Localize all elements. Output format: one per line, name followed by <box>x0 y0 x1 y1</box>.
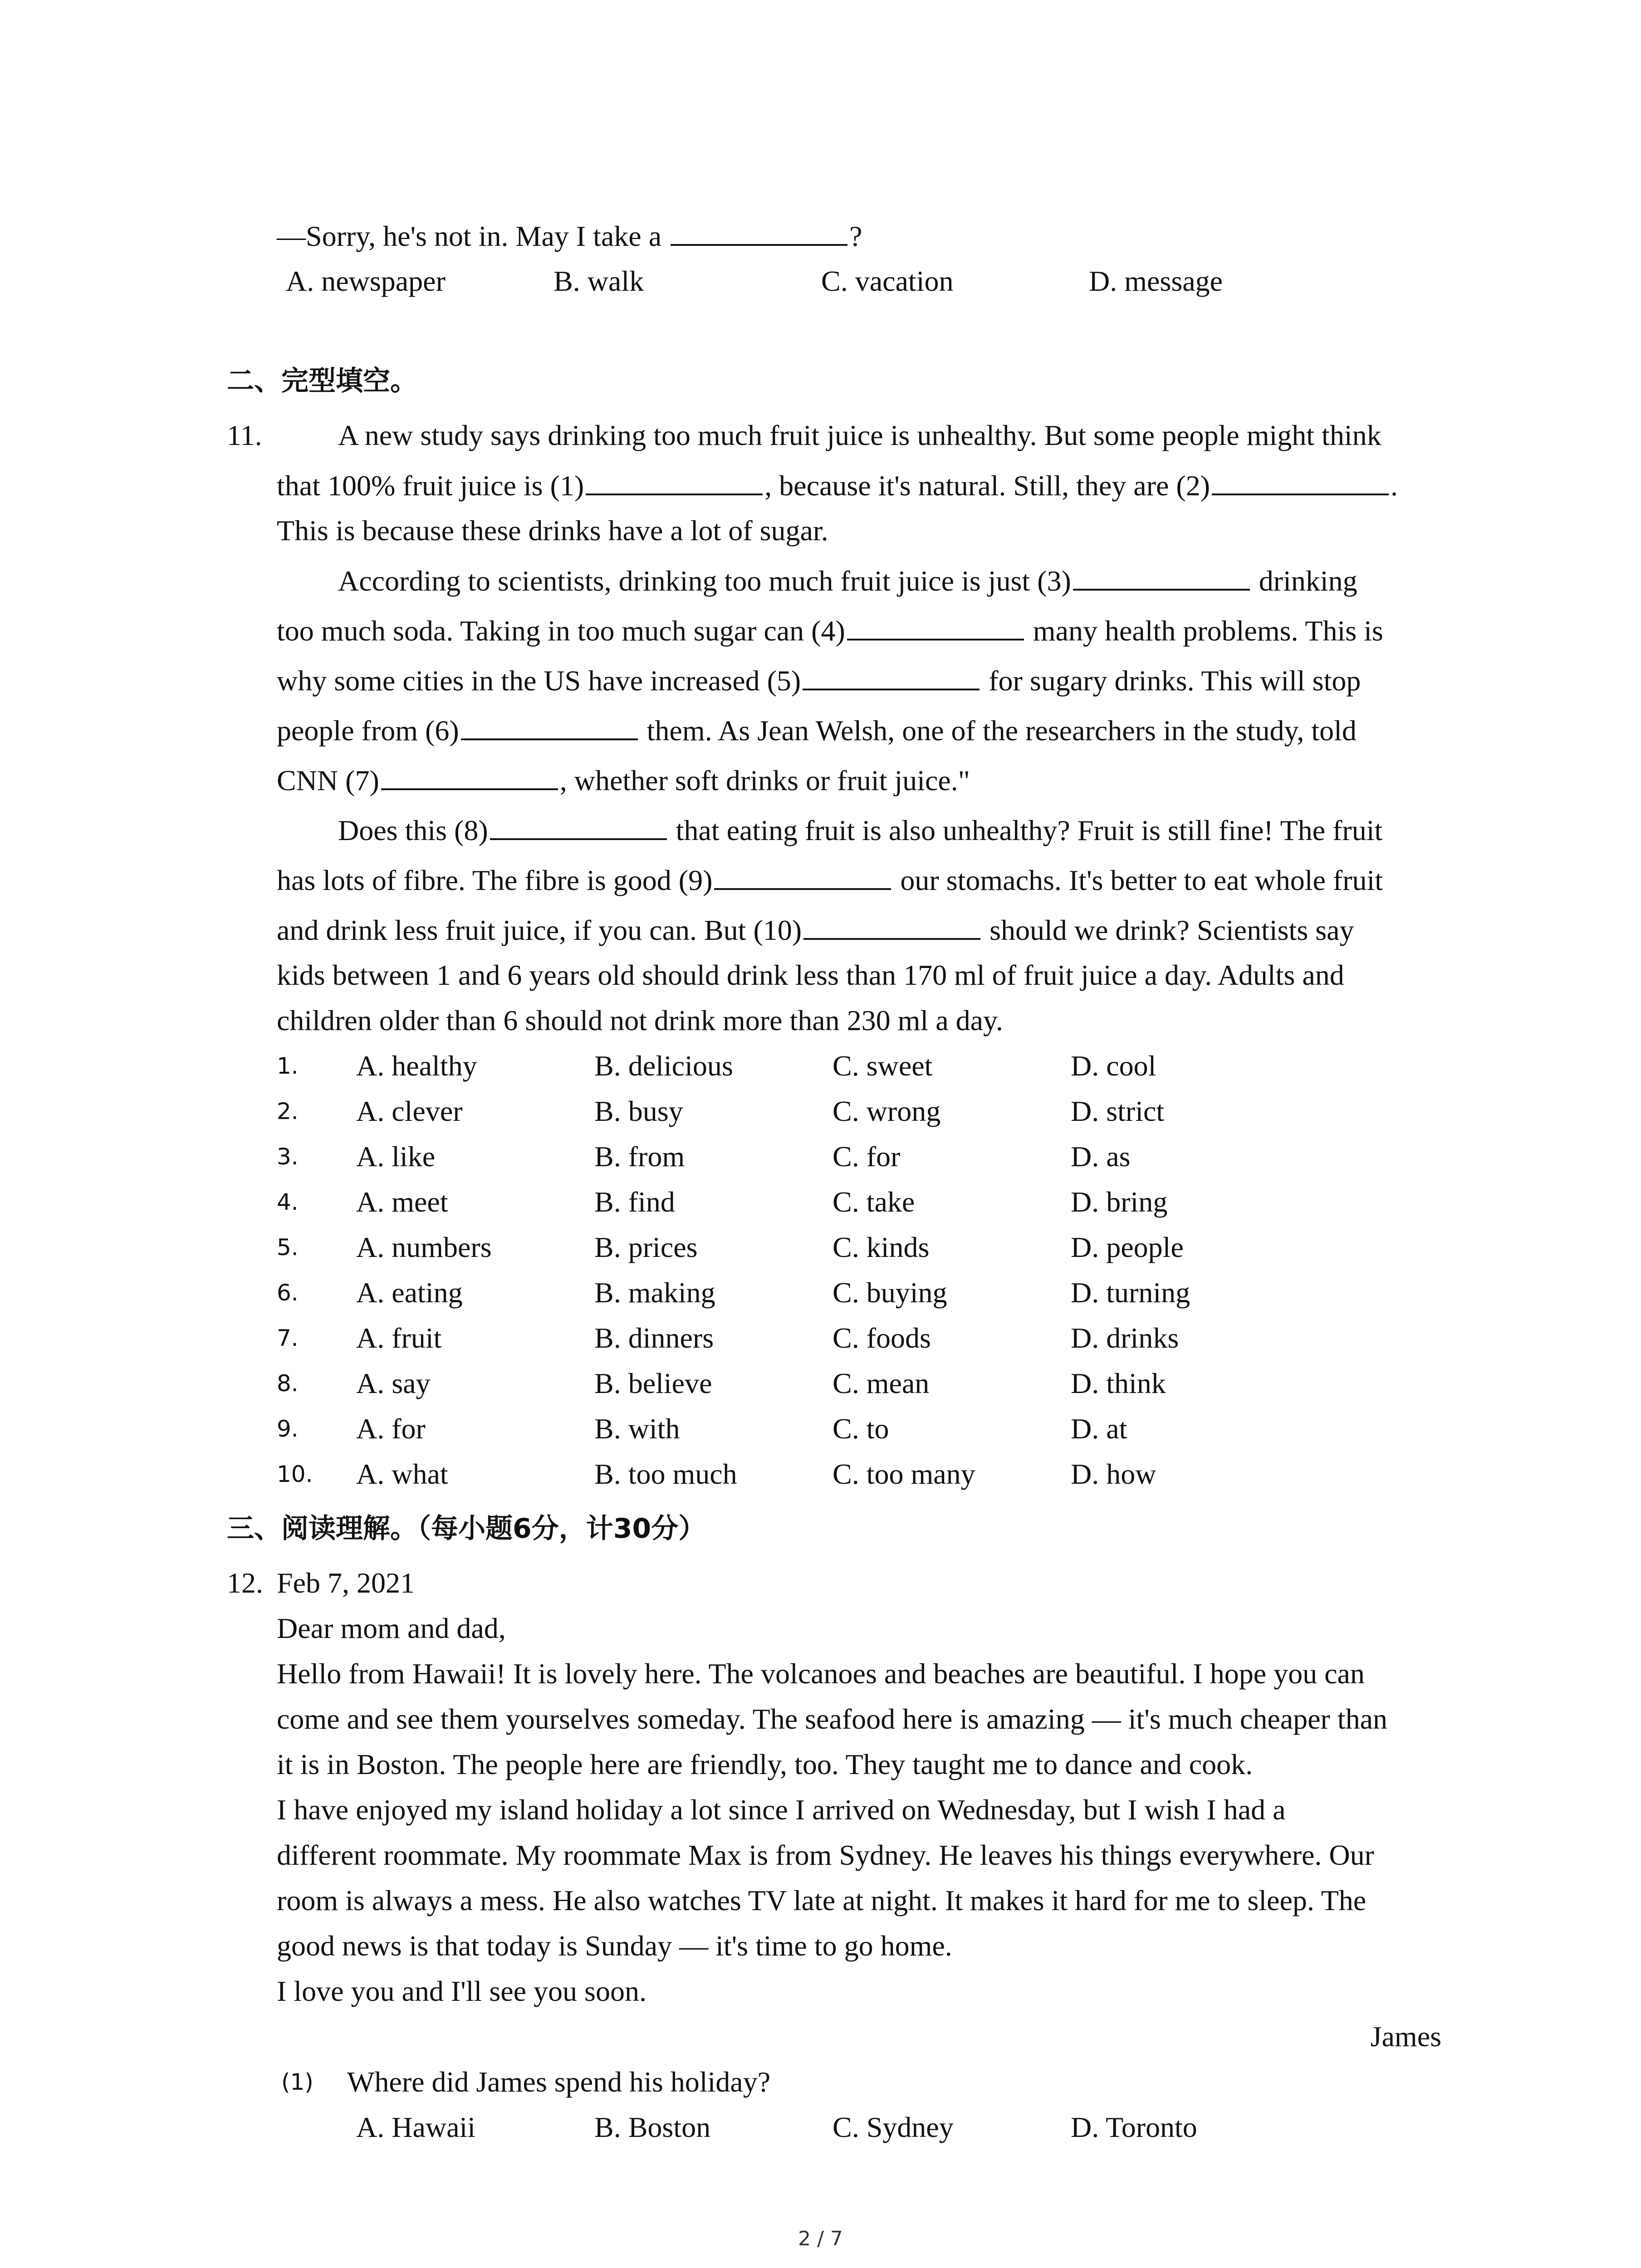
letter-greeting: Dear mom and dad, <box>277 1612 506 1644</box>
option-a: A. newspaper <box>286 265 446 297</box>
q10-reply <box>277 218 862 254</box>
section-heading-cloze: 二、完型填空。 <box>227 365 417 397</box>
passage-text: Does this (8) <box>338 814 488 846</box>
option-a: A. for <box>356 1413 426 1445</box>
cloze-question-number: 2. <box>277 1098 299 1124</box>
option-b: B. walk <box>554 265 644 297</box>
passage-line <box>277 912 1354 948</box>
option-d: D. message <box>1089 265 1223 297</box>
passage-text: people from (6) <box>277 714 459 747</box>
passage-text: that eating fruit is also unhealthy? Fruit is still fine! The fruit <box>668 814 1383 846</box>
option-d: D. cool <box>1071 1050 1156 1082</box>
option-c: C. vacation <box>821 265 954 297</box>
passage-text: , whether soft drinks or fruit juice." <box>559 764 970 797</box>
q10-reply-text: —Sorry, he's not in. May I take a <box>277 220 669 252</box>
option-b: B. dinners <box>594 1322 714 1354</box>
option-a: A. Hawaii <box>356 2111 476 2143</box>
option-c: C. sweet <box>833 1050 933 1082</box>
cloze-question-number: 8. <box>277 1370 299 1397</box>
passage-line <box>338 562 1357 599</box>
answer-blank <box>671 218 847 246</box>
option-c: C. wrong <box>833 1095 941 1127</box>
passage-text: that 100% fruit juice is (1) <box>277 469 584 502</box>
passage-line <box>277 762 970 799</box>
letter-line: I love you and I'll see you soon. <box>277 1975 647 2007</box>
option-c: C. buying <box>833 1276 947 1309</box>
blank-8 <box>490 812 667 840</box>
option-d: D. bring <box>1071 1186 1168 1218</box>
option-a: A. like <box>356 1140 436 1173</box>
option-b: B. delicious <box>594 1050 733 1082</box>
option-a: A. clever <box>356 1095 463 1127</box>
letter-line: room is always a mess. He also watches TV late at night. It makes it hard for me to sleep. The <box>277 1884 1367 1916</box>
option-a: A. what <box>356 1458 448 1490</box>
letter-line: different roommate. My roommate Max is from Sydney. He leaves his things everywhere. Our <box>277 1839 1374 1871</box>
passage-text: According to scientists, drinking too much fruit juice is just (3) <box>338 565 1071 597</box>
option-b: B. busy <box>594 1095 683 1127</box>
sub-question-number: (1) <box>281 2069 314 2095</box>
passage-text: drinking <box>1251 565 1357 597</box>
option-b: B. Boston <box>594 2111 711 2143</box>
option-b: B. prices <box>594 1231 698 1263</box>
option-b: B. find <box>594 1186 675 1218</box>
option-c: C. to <box>833 1413 889 1445</box>
question-number-11: 11. <box>227 419 262 451</box>
passage-line <box>277 662 1361 699</box>
option-b: B. believe <box>594 1367 712 1399</box>
option-d: D. at <box>1071 1413 1127 1445</box>
option-c: C. take <box>833 1186 915 1218</box>
option-a: A. fruit <box>356 1322 442 1354</box>
option-a: A. numbers <box>356 1231 492 1263</box>
option-b: B. from <box>594 1140 685 1173</box>
passage-text: has lots of fibre. The fibre is good (9) <box>277 864 713 896</box>
passage-line <box>338 812 1382 849</box>
passage-text: our stomachs. It's better to eat whole fruit <box>893 864 1383 896</box>
passage-line <box>277 862 1383 899</box>
option-d: D. strict <box>1071 1095 1165 1127</box>
cloze-question-number: 4. <box>277 1189 299 1215</box>
q10-reply-end: ? <box>849 220 862 252</box>
passage-text: should we drink? Scientists say <box>982 914 1354 946</box>
passage-line: kids between 1 and 6 years old should drink less than 170 ml of fruit juice a day. Adults and <box>277 959 1344 991</box>
letter-line: Hello from Hawaii! It is lovely here. The volcanoes and beaches are beautiful. I hope you can <box>277 1657 1365 1690</box>
option-a: A. healthy <box>356 1050 477 1082</box>
letter-signature: James <box>1370 2020 1441 2053</box>
option-d: D. think <box>1071 1367 1166 1399</box>
passage-text: why some cities in the US have increased (5) <box>277 665 801 697</box>
cloze-question-number: 7. <box>277 1325 299 1351</box>
option-a: A. meet <box>356 1186 448 1218</box>
passage-text: CNN (7) <box>277 764 379 797</box>
cloze-question-number: 3. <box>277 1144 299 1170</box>
option-d: D. Toronto <box>1071 2111 1197 2143</box>
passage-line <box>277 612 1383 649</box>
cloze-question-number: 6. <box>277 1280 299 1306</box>
passage-text: many health problems. This is <box>1025 615 1383 647</box>
passage-text: . <box>1391 469 1398 502</box>
option-c: C. for <box>833 1140 901 1173</box>
passage-text: them. As Jean Welsh, one of the researchers in the study, told <box>639 714 1357 747</box>
option-c: C. kinds <box>833 1231 930 1263</box>
cloze-question-number: 10. <box>277 1461 313 1487</box>
letter-line: it is in Boston. The people here are friendly, too. They taught me to dance and cook. <box>277 1748 1253 1780</box>
option-d: D. drinks <box>1071 1322 1179 1354</box>
blank-9 <box>714 862 891 890</box>
cloze-question-number: 5. <box>277 1234 299 1261</box>
passage-text: too much soda. Taking in too much sugar can (4) <box>277 615 845 647</box>
option-b: B. with <box>594 1413 680 1445</box>
letter-line: good news is that today is Sunday — it's time to go home. <box>277 1930 952 1962</box>
blank-5 <box>803 662 980 690</box>
cloze-question-number: 9. <box>277 1416 299 1442</box>
blank-4 <box>847 612 1024 640</box>
option-c: C. foods <box>833 1322 931 1354</box>
letter-line: come and see them yourselves someday. The seafood here is amazing — it's much cheaper than <box>277 1703 1388 1735</box>
passage-line: children older than 6 should not drink more than 230 ml a day. <box>277 1004 1003 1036</box>
option-a: A. say <box>356 1367 431 1399</box>
passage-line: This is because these drinks have a lot of sugar. <box>277 514 828 547</box>
passage-line: A new study says drinking too much fruit juice is unhealthy. But some people might think <box>338 419 1381 451</box>
option-d: D. as <box>1071 1140 1131 1173</box>
option-b: B. too much <box>594 1458 737 1490</box>
blank-6 <box>461 712 638 740</box>
option-c: C. too many <box>833 1458 975 1490</box>
cloze-question-number: 1. <box>277 1053 299 1079</box>
passage-text: , because it's natural. Still, they are (2) <box>764 469 1210 502</box>
page-number: 2 / 7 <box>798 2227 843 2250</box>
option-b: B. making <box>594 1276 715 1309</box>
blank-3 <box>1073 562 1250 591</box>
passage-text: and drink less fruit juice, if you can. But (10) <box>277 914 802 946</box>
passage-line <box>277 467 1398 504</box>
option-a: A. eating <box>356 1276 463 1309</box>
option-d: D. how <box>1071 1458 1156 1490</box>
sub-question-text: Where did James spend his holiday? <box>347 2066 771 2098</box>
blank-2 <box>1212 467 1389 495</box>
option-d: D. people <box>1071 1231 1184 1263</box>
option-d: D. turning <box>1071 1276 1190 1309</box>
passage-line <box>277 712 1357 749</box>
question-number-12: 12. <box>227 1567 263 1599</box>
blank-10 <box>803 912 980 940</box>
section-heading-reading: 三、阅读理解。（每小题6分，计30分） <box>227 1513 706 1545</box>
blank-7 <box>381 762 558 790</box>
option-c: C. mean <box>833 1367 930 1399</box>
letter-date: Feb 7, 2021 <box>277 1567 415 1599</box>
letter-line: I have enjoyed my island holiday a lot since I arrived on Wednesday, but I wish I had a <box>277 1794 1286 1826</box>
option-c: C. Sydney <box>833 2111 954 2143</box>
blank-1 <box>586 467 763 495</box>
passage-text: for sugary drinks. This will stop <box>981 665 1361 697</box>
